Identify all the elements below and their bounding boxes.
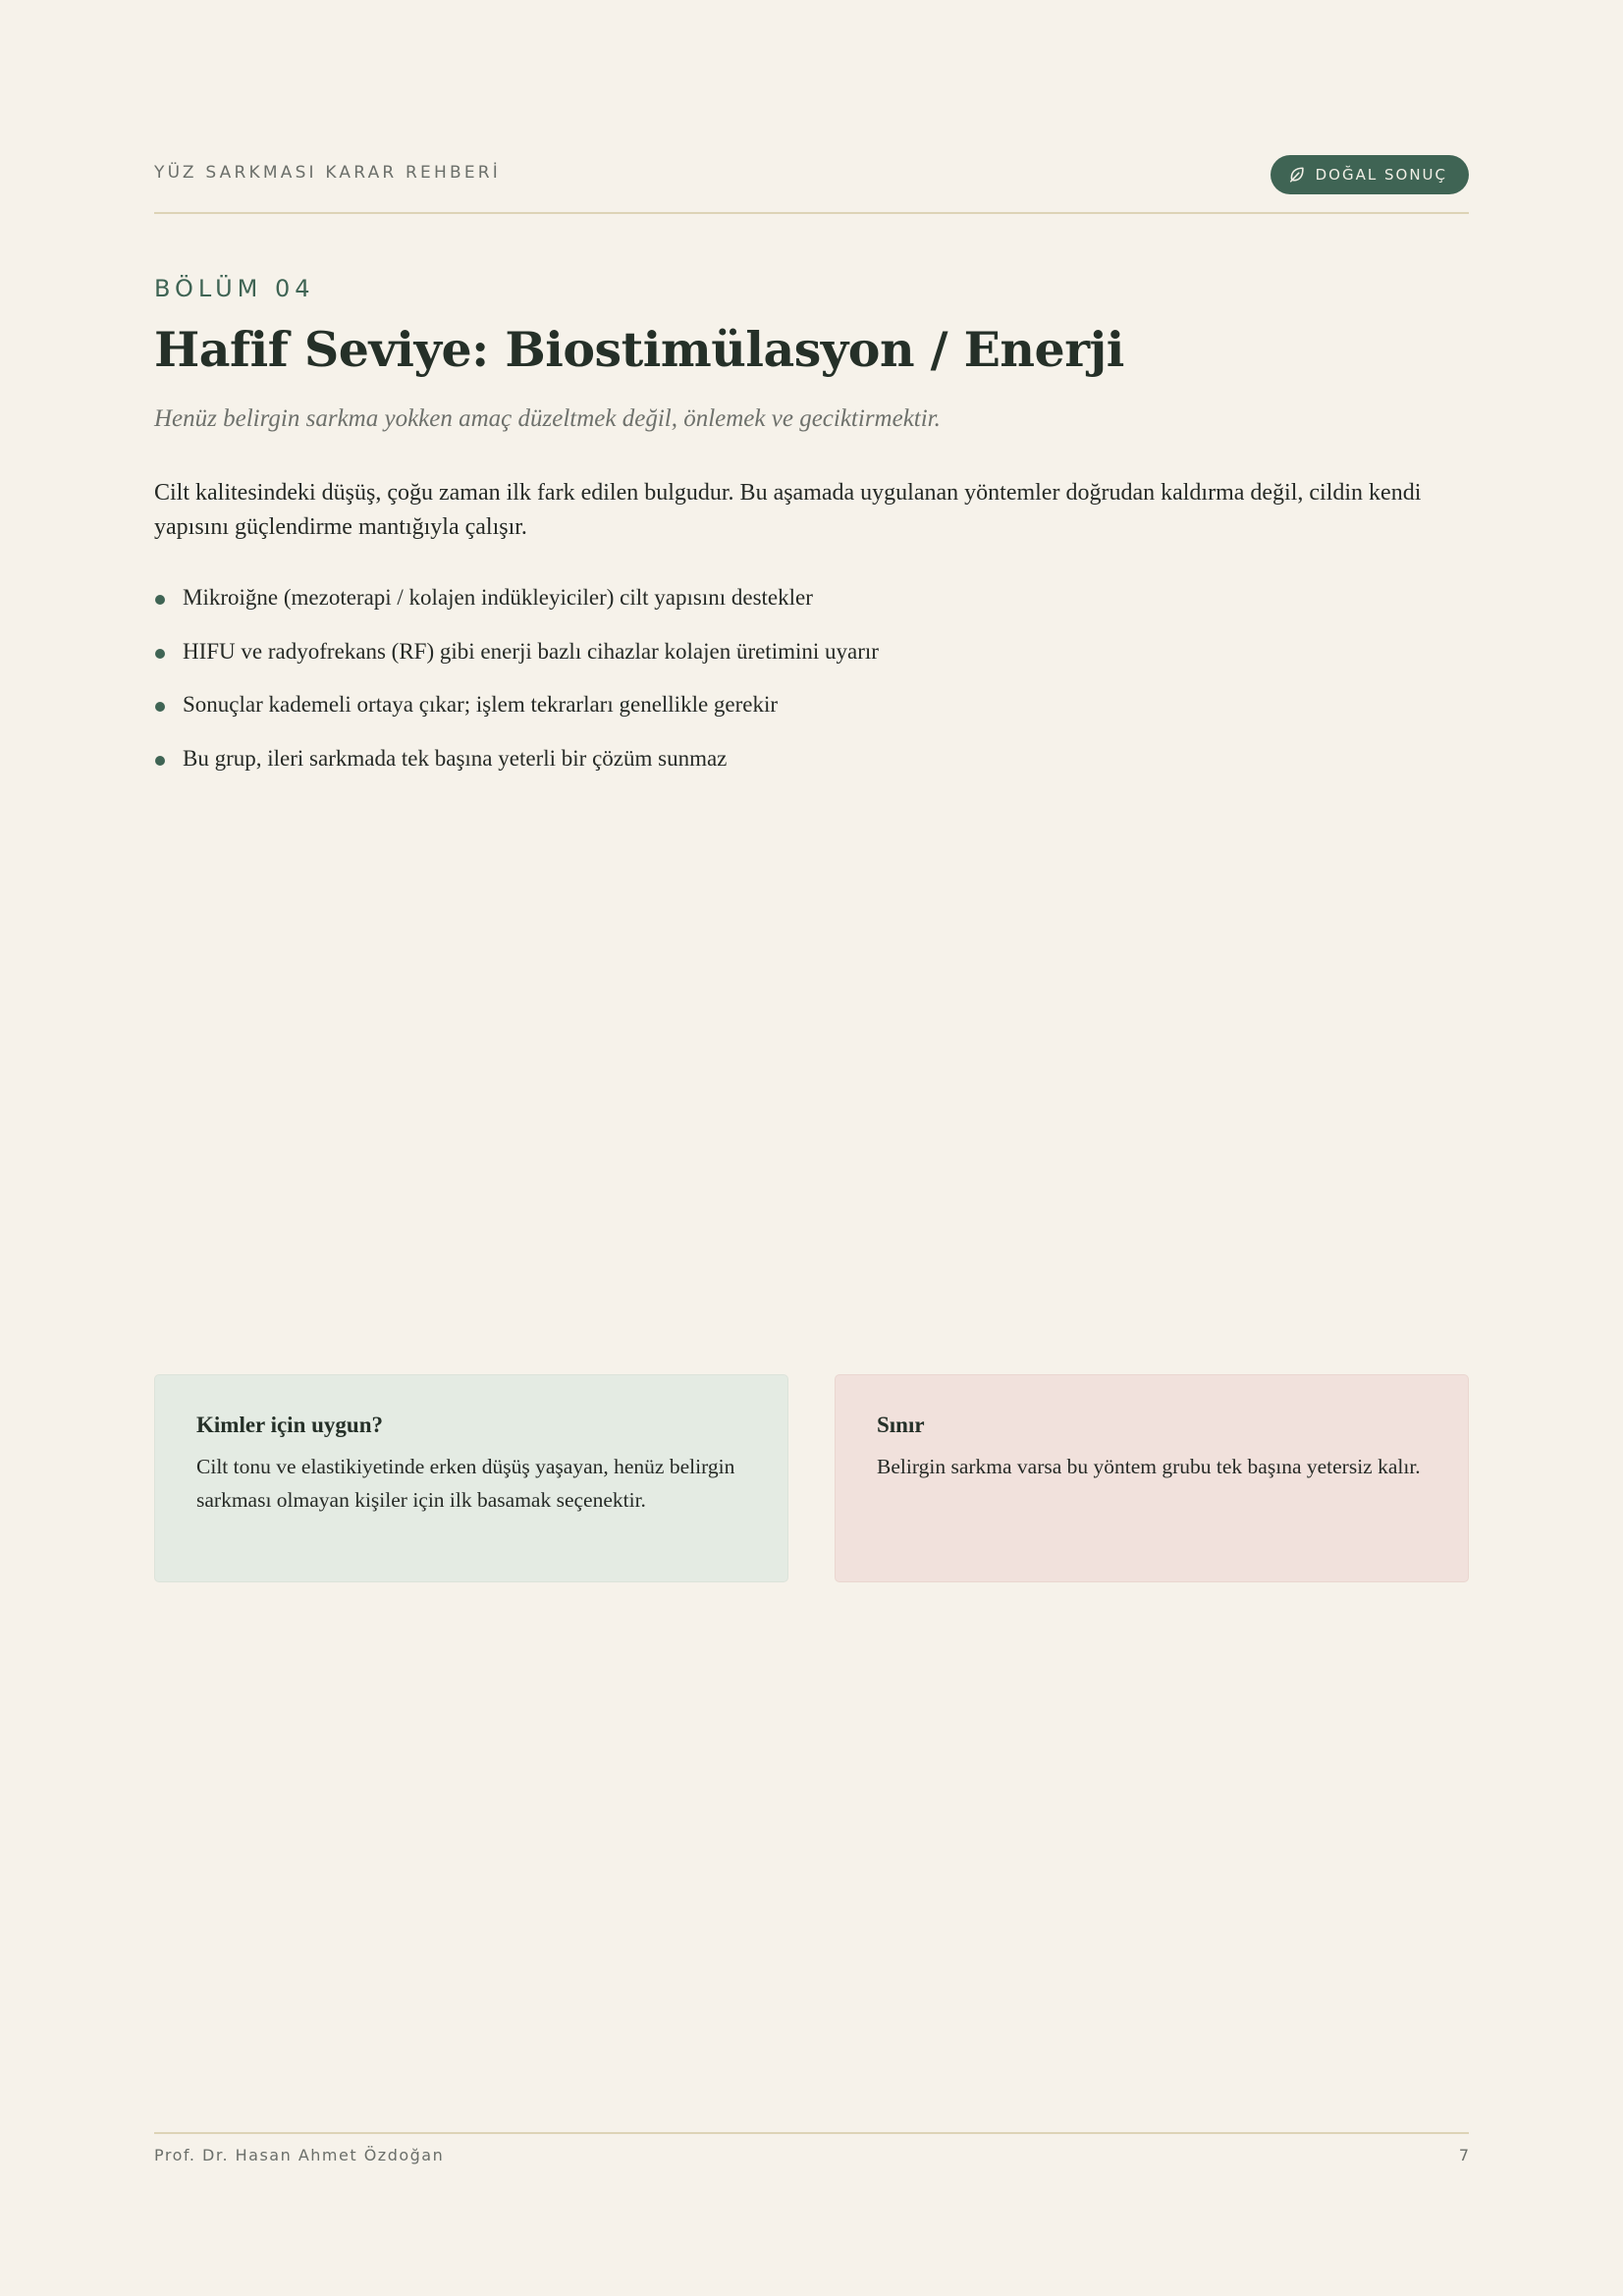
suitable-for-card <box>154 1374 788 1582</box>
card-title: Kimler için uygun? <box>196 1413 383 1437</box>
bullet-dot-icon <box>155 702 165 712</box>
bullet-dot-icon <box>155 649 165 659</box>
limit-card <box>835 1374 1469 1582</box>
card-title: Sınır <box>877 1413 925 1437</box>
bullet-list <box>154 581 1469 795</box>
list-item <box>154 742 1469 775</box>
list-item <box>154 688 1469 721</box>
intro-paragraph: Cilt kalitesindeki düşüş, çoğu zaman ilk fark edilen bulgudur. Bu aşamada uygulanan yöntemler doğrudan kaldırma değil, cildin kendi yapısını güçlendirme mantığıyla çalışır. <box>154 480 1422 540</box>
page-number: 7 <box>1458 2146 1469 2164</box>
card-body: Belirgin sarkma varsa bu yöntem grubu tek başına yetersiz kalır. <box>877 1455 1421 1478</box>
page-header <box>154 155 1469 214</box>
page-footer <box>154 2132 1469 2164</box>
footer-author: Prof. Dr. Hasan Ahmet Özdoğan <box>154 2146 445 2164</box>
list-item-text: Bu grup, ileri sarkmada tek başına yeterli bir çözüm sunmaz <box>183 745 728 771</box>
bullet-dot-icon <box>155 595 165 605</box>
list-item <box>154 581 1469 614</box>
document-page <box>154 0 1469 2296</box>
list-item-text: HIFU ve radyofrekans (RF) gibi enerji bazlı cihazlar kolajen üretimini uyarır <box>183 638 879 664</box>
list-item-text: Mikroiğne (mezoterapi / kolajen indükleyiciler) cilt yapısını destekler <box>183 585 813 610</box>
section-label: BÖLÜM 04 <box>154 275 315 302</box>
leaf-icon <box>1288 166 1306 184</box>
list-item-text: Sonuçlar kademeli ortaya çıkar; işlem tekrarları genellikle gerekir <box>183 692 779 717</box>
section-subtitle: Henüz belirgin sarkma yokken amaç düzeltmek değil, önlemek ve geciktirmektir. <box>154 405 941 432</box>
card-body: Cilt tonu ve elastikiyetinde erken düşüş yaşayan, henüz belirgin sarkması olmayan kişiler için ilk basamak seçenektir. <box>196 1455 735 1512</box>
list-item <box>154 635 1469 668</box>
bullet-dot-icon <box>155 756 165 766</box>
badge-label: DOĞAL SONUÇ <box>1315 166 1447 184</box>
running-title: YÜZ SARKMASI KARAR REHBERİ <box>154 163 501 183</box>
natural-result-badge <box>1271 155 1469 194</box>
page-title: Hafif Seviye: Biostimülasyon / Enerji <box>154 321 1124 378</box>
